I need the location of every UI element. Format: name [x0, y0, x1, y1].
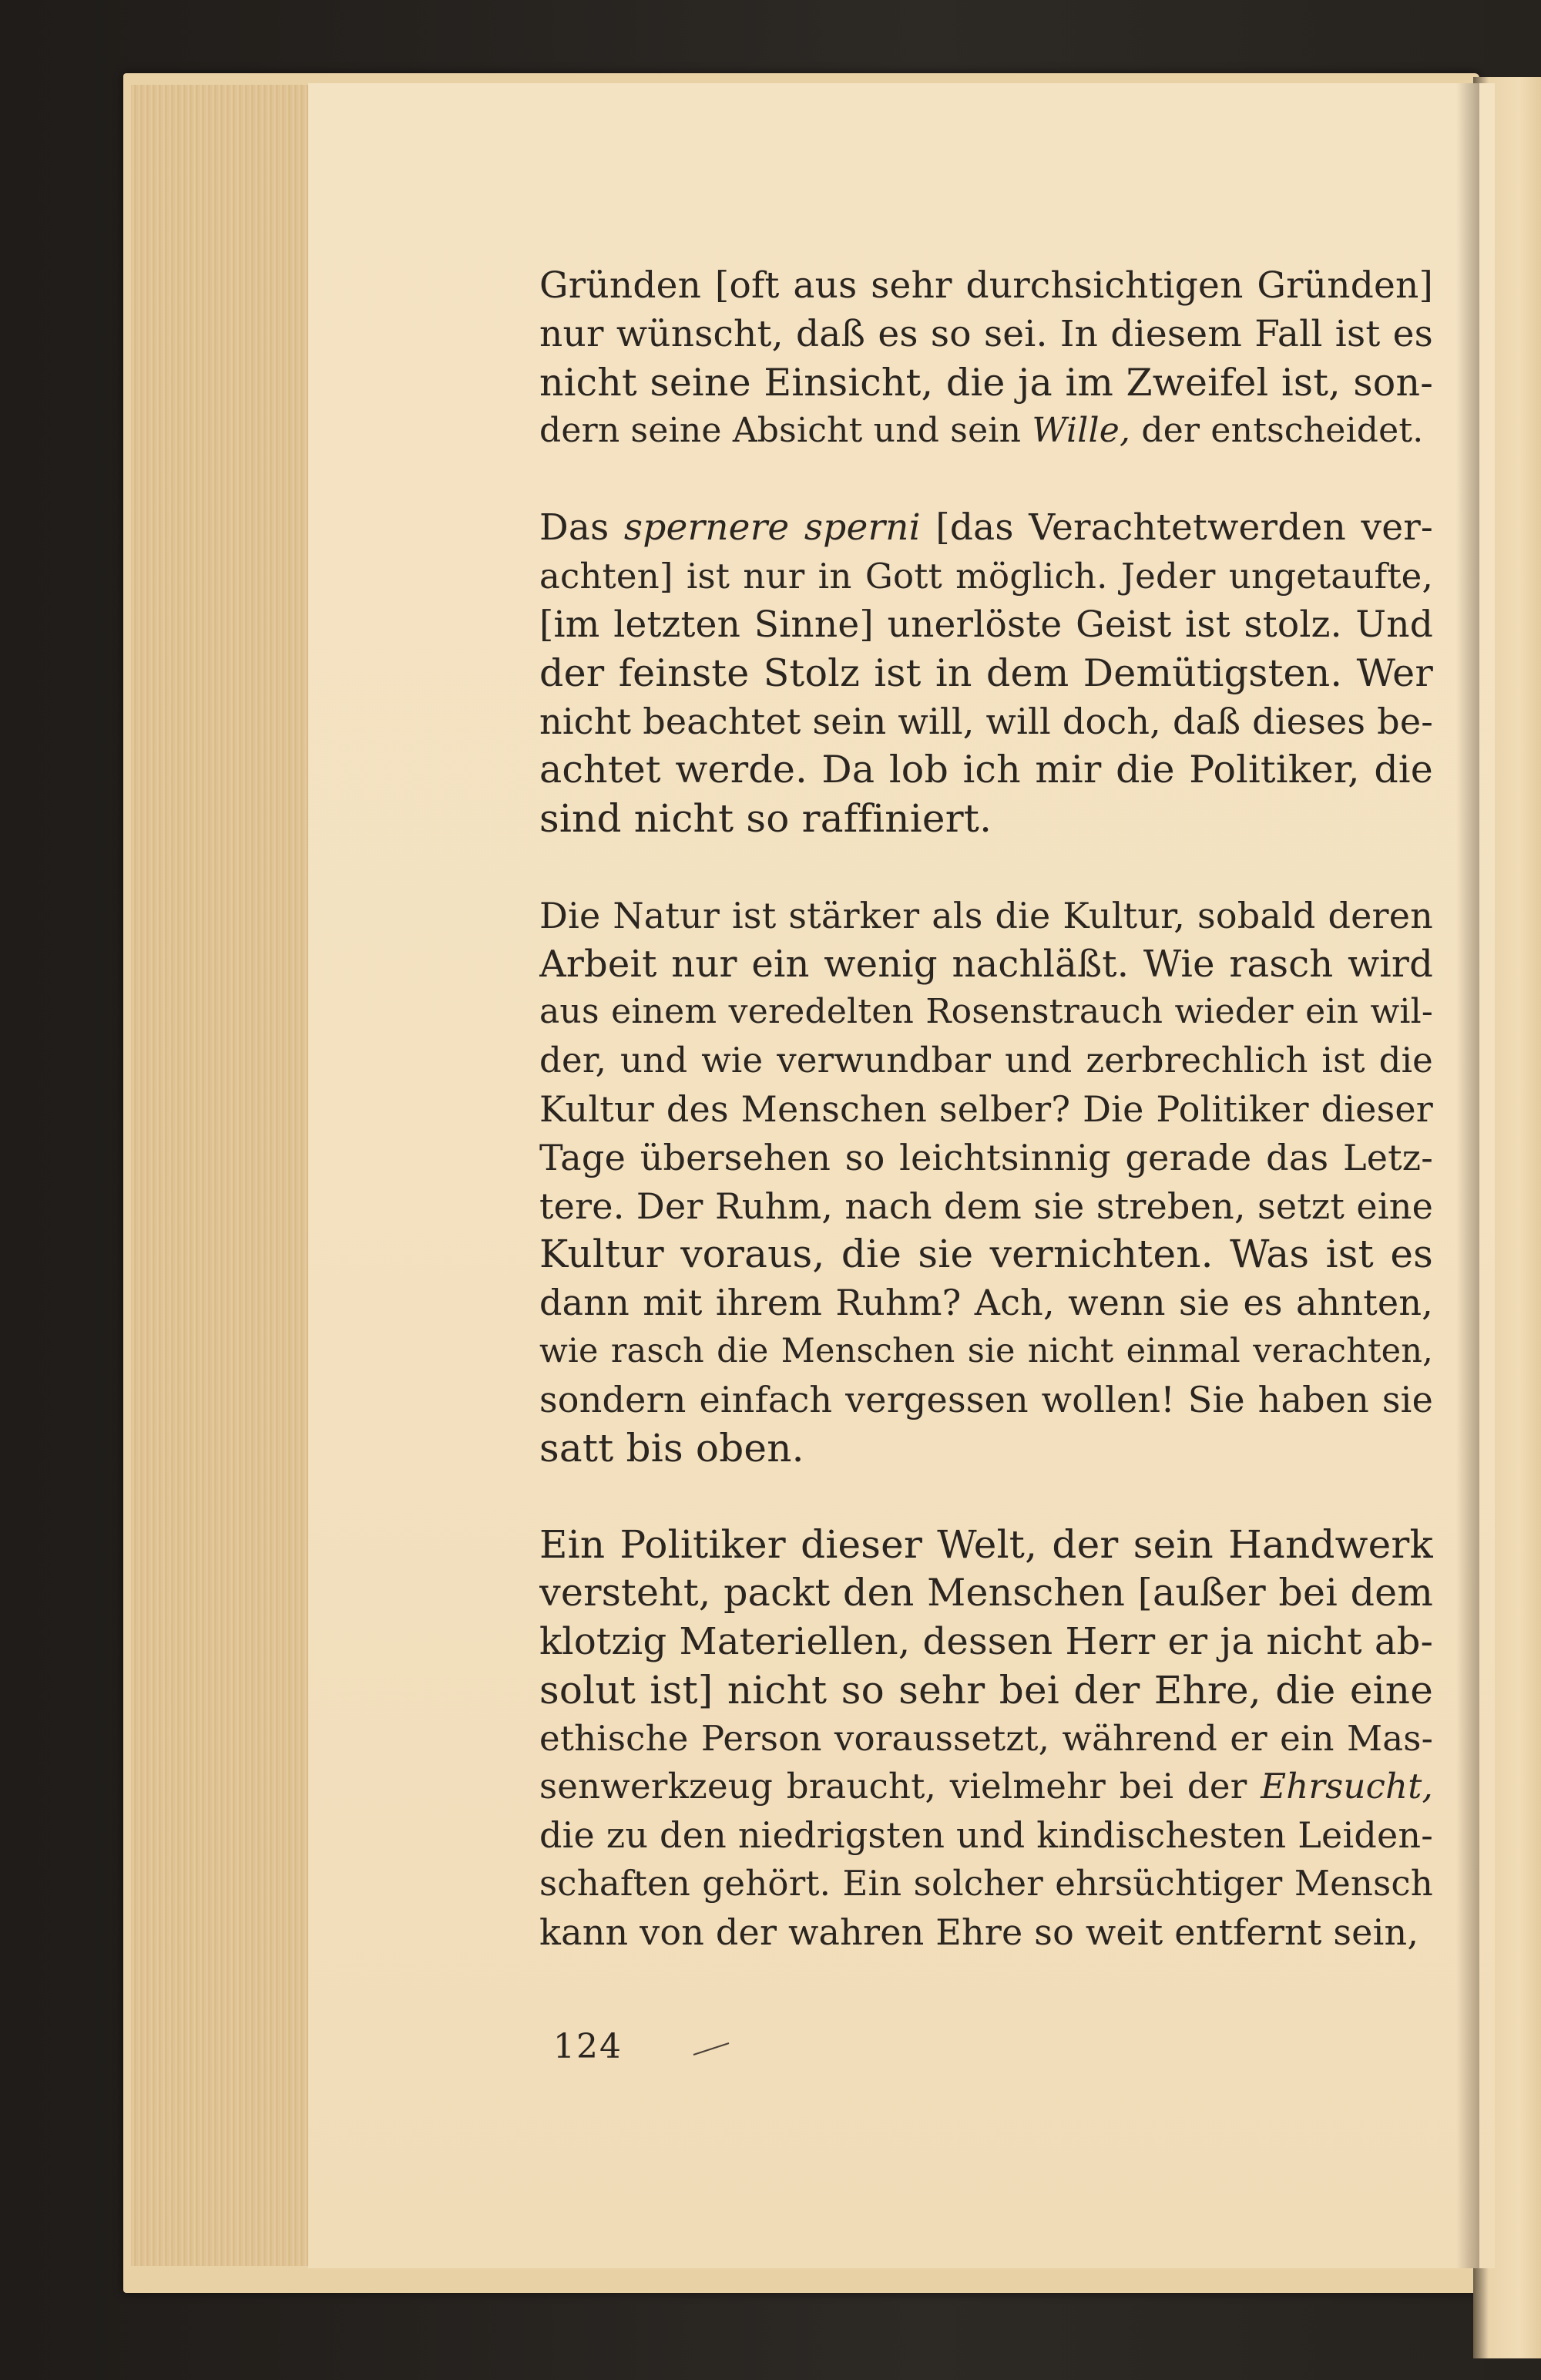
text-line [539, 1279, 1433, 1327]
text-line [539, 1666, 1433, 1715]
text-run: aus einem veredelten Rosenstrauch wieder ein wil- [539, 992, 1433, 1032]
text-line [539, 1376, 1433, 1424]
text-run: [das Verachtetwerden ver- [920, 506, 1433, 550]
text-line [539, 1860, 1433, 1908]
text-run: dern seine Absicht und sein [539, 411, 1032, 451]
text-run: sondern einfach vergessen wollen! Sie haben sie [539, 1378, 1433, 1420]
text-line [539, 1182, 1433, 1231]
text-line [539, 1037, 1433, 1085]
paragraph [539, 504, 1433, 843]
text-run: wie rasch die Menschen sie nicht einmal verachten, [539, 1331, 1433, 1370]
text-run: Arbeit nur ein wenig nachläßt. Wie rasch wird [539, 942, 1433, 986]
gutter-shadow [1456, 83, 1479, 2268]
text-line [539, 1908, 1433, 1957]
paragraph [539, 262, 1433, 455]
text-line [539, 311, 1433, 359]
text-line [539, 359, 1433, 408]
text-run: achtet werde. Da lob ich mir die Politiker, die [539, 748, 1433, 792]
text-run: Ehrsucht, [1261, 1766, 1433, 1807]
text-run: dann mit ihrem Ruhm? Ach, wenn sie es ahnten, [539, 1282, 1433, 1324]
text-line [539, 1134, 1433, 1182]
text-run: spernere sperni [623, 506, 921, 550]
text-run: ethische Person voraussetzt, während er ein Mas- [539, 1717, 1433, 1759]
text-run: Ein Politiker dieser Welt, der sein Handwerk [539, 1522, 1433, 1568]
text-line [539, 988, 1433, 1037]
text-run: satt bis oben. [539, 1425, 804, 1471]
text-run: Gründen [oft aus sehr durchsichtigen Gründen] [539, 264, 1433, 307]
text-run: tere. Der Ruhm, nach dem sie streben, setzt eine [539, 1185, 1433, 1227]
text-line [539, 1715, 1433, 1763]
text-run: Die Natur ist stärker als die Kultur, sobald deren [539, 894, 1433, 936]
text-line [539, 1521, 1433, 1569]
text-run: sind nicht so raffiniert. [539, 795, 992, 841]
text-run: die zu den niedrigsten und kindischesten Leiden- [539, 1814, 1433, 1857]
text-line [539, 1424, 1433, 1473]
text-run: solut ist] nicht so sehr bei der Ehre, die eine [539, 1667, 1433, 1713]
text-run: schaften gehört. Ein solcher ehrsüchtiger Mensch [539, 1862, 1433, 1904]
pencil-mark [692, 2041, 730, 2056]
text-line [539, 1230, 1433, 1279]
text-line [539, 1618, 1433, 1666]
text-run: der entscheidet. [1130, 411, 1424, 451]
text-run: senwerkzeug braucht, vielmehr bei der [539, 1766, 1261, 1807]
text-run: nicht beachtet sein will, will doch, daß dieses be- [539, 701, 1433, 743]
text-line [539, 795, 1433, 843]
text-line [539, 601, 1433, 650]
text-run: achten] ist nur in Gott möglich. Jeder ungetaufte, [539, 555, 1433, 597]
text-line [539, 650, 1433, 698]
text-run: versteht, packt den Menschen [außer bei dem [539, 1571, 1433, 1615]
paragraph [539, 1521, 1433, 1956]
text-line [539, 892, 1433, 940]
text-line [539, 553, 1433, 601]
text-run: Kultur des Menschen selber? Die Politiker dieser [539, 1087, 1433, 1130]
text-line [539, 698, 1433, 746]
text-run: Wille, [1032, 411, 1131, 451]
text-line [539, 1569, 1433, 1618]
text-line [539, 1811, 1433, 1860]
page-body-text [539, 262, 1433, 2005]
text-line [539, 940, 1433, 989]
text-run: Tage übersehen so leichtsinnig gerade das Letz- [539, 1136, 1433, 1178]
text-run: der feinste Stolz ist in dem Demütigsten. Wer [539, 650, 1433, 695]
text-line [539, 1327, 1433, 1376]
text-run: der, und wie verwundbar und zerbrechlich ist die [539, 1040, 1433, 1081]
text-line [539, 262, 1433, 311]
text-line [539, 1085, 1433, 1134]
text-line [539, 407, 1433, 455]
text-line [539, 746, 1433, 795]
paragraph [539, 892, 1433, 1473]
text-run: Das [539, 506, 624, 550]
text-line [539, 504, 1433, 553]
text-run: kann von der wahren Ehre so weit entfernt sein, [539, 1911, 1419, 1953]
text-run: [im letzten Sinne] unerlöste Geist ist stolz. Und [539, 603, 1433, 646]
page-number: 124 [553, 2027, 623, 2066]
text-line [539, 1763, 1433, 1811]
text-run: klotzig Materiellen, dessen Herr er ja nicht ab- [539, 1619, 1433, 1663]
page-edges [131, 85, 310, 2266]
text-run: nicht seine Einsicht, die ja im Zweifel ist, son- [539, 360, 1433, 405]
text-run: nur wünscht, daß es so sei. In diesem Fall ist es [539, 312, 1433, 355]
text-run: Kultur voraus, die sie vernichten. Was ist es [539, 1232, 1433, 1277]
